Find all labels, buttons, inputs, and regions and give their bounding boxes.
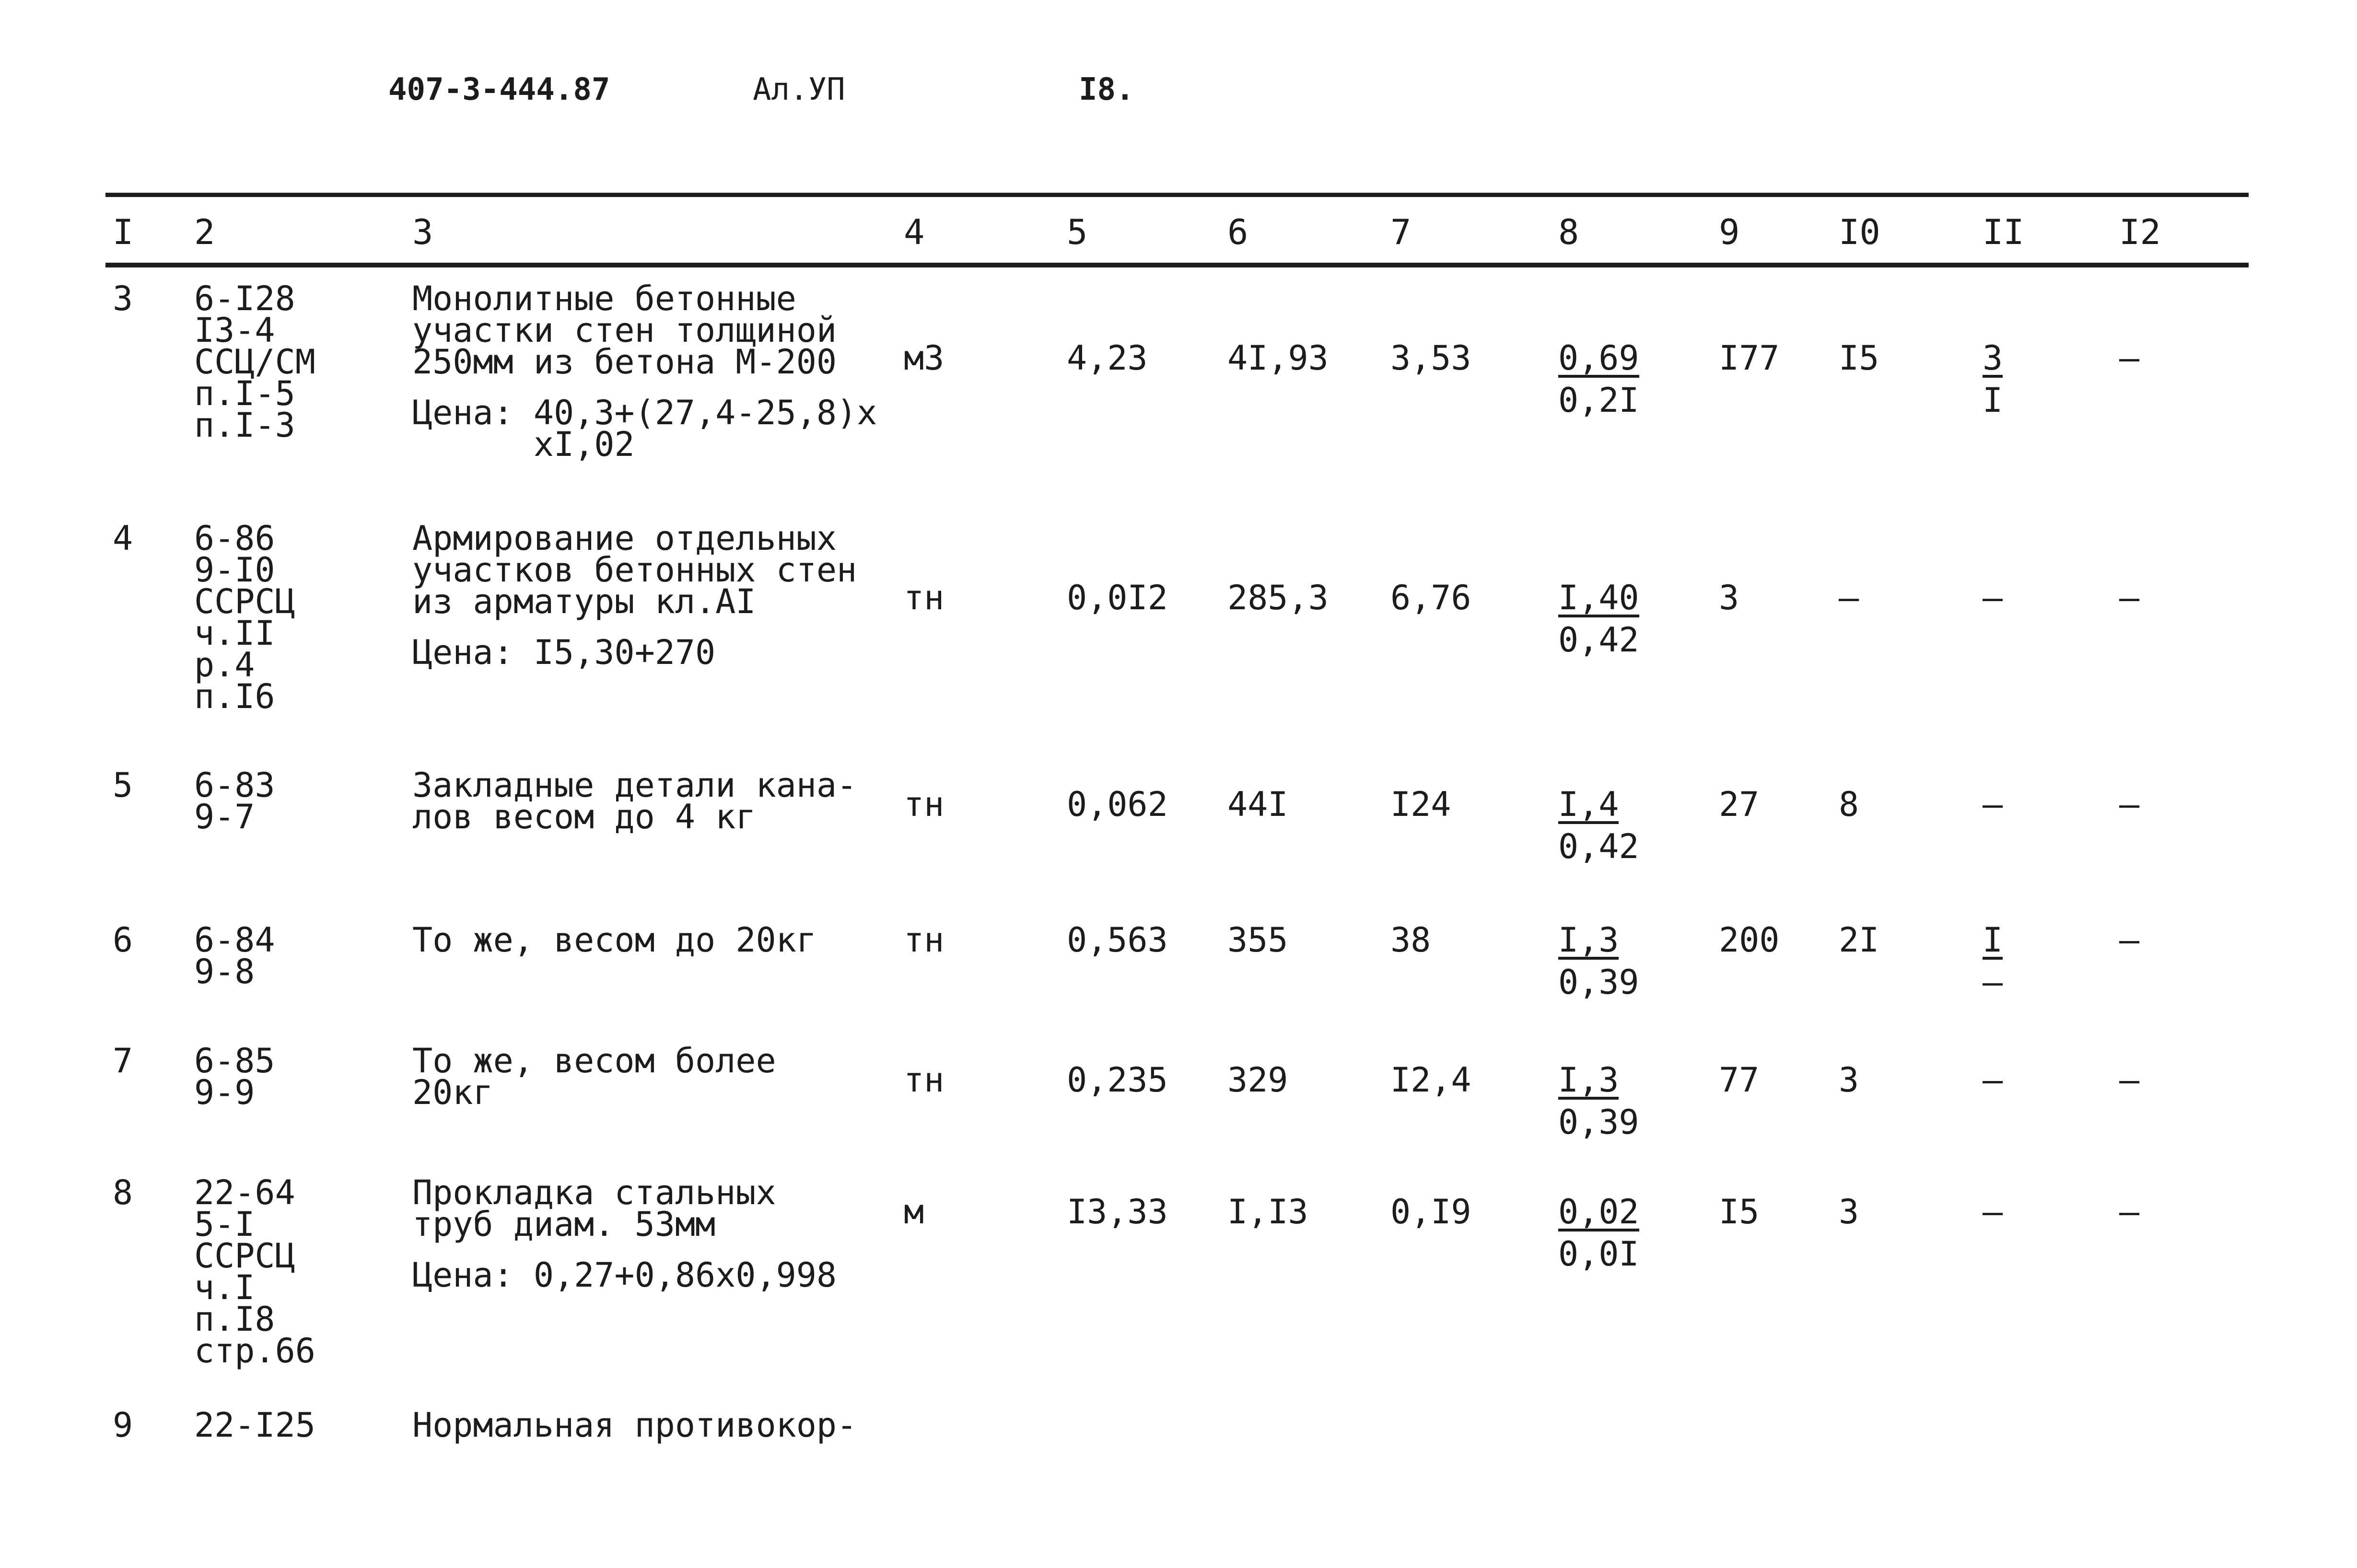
unit-of-measure: м3 [904, 338, 945, 378]
work-description-line: То же, весом более [412, 1041, 776, 1080]
row-number: 4 [113, 519, 133, 558]
unit-of-measure: тн [904, 785, 945, 824]
column-number-1: I [113, 212, 134, 252]
unit-price: I,I3 [1227, 1192, 1308, 1231]
norm-code-line: 22-64 [194, 1173, 295, 1212]
column-9-value: 77 [1719, 1060, 1760, 1100]
norm-code-line: 9-9 [194, 1073, 255, 1112]
work-description-line: 250мм из бетона М-200 [412, 342, 837, 382]
norm-code-line: п.I8 [194, 1300, 275, 1339]
column-number-7: 7 [1390, 212, 1412, 252]
quantity: 0,062 [1067, 785, 1168, 824]
row-number: 5 [113, 766, 133, 805]
coefficient-bottom: 0,2I [1558, 381, 1639, 420]
column-11-bottom: – [1983, 963, 2003, 1002]
work-description-line: труб диам. 53мм [412, 1205, 716, 1244]
norm-code-line: 5-I [194, 1205, 255, 1244]
work-description-line: Нормальная противокор- [412, 1405, 857, 1445]
coefficient-bottom: 0,0I [1558, 1234, 1639, 1274]
quantity: 4,23 [1067, 338, 1148, 378]
norm-code-line: ч.II [194, 614, 275, 653]
column-12-value: – [2119, 578, 2140, 617]
labor-cost: 0,I9 [1390, 1192, 1471, 1231]
column-number-8: 8 [1558, 212, 1579, 252]
quantity: 0,563 [1067, 920, 1168, 960]
column-number-5: 5 [1067, 212, 1088, 252]
column-12-value: – [2119, 1192, 2140, 1231]
labor-cost: 38 [1390, 920, 1431, 960]
labor-cost: I2,4 [1390, 1060, 1471, 1100]
work-description-line: Прокладка стальных [412, 1173, 776, 1212]
labor-cost: 3,53 [1390, 338, 1471, 378]
column-11-top: – [1983, 578, 2003, 617]
work-description-line: из арматуры кл.АI [412, 582, 756, 621]
price-formula-line: Цена: 40,3+(27,4-25,8)x [412, 393, 877, 432]
album-number: Ал.УП [753, 72, 845, 107]
row-number: 9 [113, 1405, 133, 1445]
norm-code-line: 6-85 [194, 1041, 275, 1080]
column-12-value: – [2119, 338, 2140, 378]
coefficient-top: I,3 [1558, 920, 1619, 960]
unit-of-measure: м [904, 1192, 924, 1231]
table-top-rule [105, 193, 2249, 197]
coefficient-bottom: 0,39 [1558, 1103, 1639, 1142]
column-10-value: I5 [1839, 338, 1879, 378]
column-11-top: – [1983, 785, 2003, 824]
column-10-value: 3 [1839, 1192, 1859, 1231]
column-10-value: 2I [1839, 920, 1879, 960]
quantity: 0,235 [1067, 1060, 1168, 1100]
column-number-3: 3 [412, 212, 433, 252]
norm-code-line: 6-83 [194, 766, 275, 805]
page-number: I8. [1079, 72, 1134, 107]
norm-code-line: ССРСЦ [194, 582, 295, 621]
coefficient-bottom: 0,39 [1558, 963, 1639, 1002]
column-10-value: 8 [1839, 785, 1859, 824]
row-number: 8 [113, 1173, 133, 1212]
column-11-top: 3 [1983, 338, 2003, 378]
labor-cost: I24 [1390, 785, 1451, 824]
norm-code-line: ССЦ/СМ [194, 342, 315, 382]
column-11-bottom: I [1983, 381, 2003, 420]
unit-price: 285,3 [1227, 578, 1329, 617]
norm-code-line: р.4 [194, 645, 255, 685]
work-description-line: участков бетонных стен [412, 550, 857, 590]
unit-price: 4I,93 [1227, 338, 1329, 378]
coefficient-top: I,3 [1558, 1060, 1619, 1100]
column-11-top: – [1983, 1060, 2003, 1100]
norm-code-line: 9-7 [194, 797, 255, 836]
unit-of-measure: тн [904, 920, 945, 960]
coefficient-top: I,40 [1558, 578, 1639, 617]
work-description-line: Монолитные бетонные [412, 279, 796, 318]
norm-code-line: 9-8 [194, 952, 255, 991]
coefficient-top: 0,69 [1558, 338, 1639, 378]
column-9-value: 200 [1719, 920, 1780, 960]
work-description-line: Закладные детали кана- [412, 766, 857, 805]
norm-code-line: п.I6 [194, 677, 275, 716]
row-number: 6 [113, 920, 133, 960]
column-11-top: I [1983, 920, 2003, 960]
row-number: 7 [113, 1041, 133, 1080]
column-number-11: II [1983, 212, 2024, 252]
norm-code-line: ССРСЦ [194, 1236, 295, 1276]
header-bottom-rule [105, 263, 2249, 267]
row-number: 3 [113, 279, 133, 318]
unit-of-measure: тн [904, 578, 945, 617]
norm-code-line: 9-I0 [194, 550, 275, 590]
quantity: 0,0I2 [1067, 578, 1168, 617]
norm-code-line: ч.I [194, 1268, 255, 1307]
coefficient-bottom: 0,42 [1558, 620, 1639, 660]
column-11-top: – [1983, 1192, 2003, 1231]
column-10-value: – [1839, 578, 1859, 617]
norm-code-line: п.I-5 [194, 374, 295, 413]
column-number-9: 9 [1719, 212, 1740, 252]
work-description-line: лов весом до 4 кг [412, 797, 756, 836]
price-formula-line: Цена: I5,30+270 [412, 633, 716, 672]
column-number-6: 6 [1227, 212, 1249, 252]
unit-price: 329 [1227, 1060, 1288, 1100]
column-number-2: 2 [194, 212, 215, 252]
price-formula-line: Цена: 0,27+0,86x0,998 [412, 1255, 837, 1295]
column-12-value: – [2119, 1060, 2140, 1100]
norm-code-line: 6-I28 [194, 279, 295, 318]
unit-price: 355 [1227, 920, 1288, 960]
coefficient-top: I,4 [1558, 785, 1619, 824]
price-formula-line: xI,02 [412, 425, 635, 464]
unit-of-measure: тн [904, 1060, 945, 1100]
column-12-value: – [2119, 785, 2140, 824]
page-header [388, 72, 1134, 107]
column-12-value: – [2119, 920, 2140, 960]
column-9-value: I5 [1719, 1192, 1760, 1231]
column-9-value: 3 [1719, 578, 1739, 617]
work-description-line: участки стен толщиной [412, 311, 837, 350]
norm-code-line: п.I-3 [194, 406, 295, 445]
work-description-line: То же, весом до 20кг [412, 920, 817, 960]
norm-code-line: 6-86 [194, 519, 275, 558]
unit-price: 44I [1227, 785, 1288, 824]
column-9-value: 27 [1719, 785, 1760, 824]
column-10-value: 3 [1839, 1060, 1859, 1100]
coefficient-top: 0,02 [1558, 1192, 1639, 1231]
norm-code-line: I3-4 [194, 311, 275, 350]
column-number-12: I2 [2119, 212, 2161, 252]
quantity: I3,33 [1067, 1192, 1168, 1231]
document-number: 407-3-444.87 [388, 72, 610, 107]
column-number-4: 4 [904, 212, 925, 252]
labor-cost: 6,76 [1390, 578, 1471, 617]
norm-code-line: стр.66 [194, 1331, 315, 1371]
column-9-value: I77 [1719, 338, 1780, 378]
norm-code-line: 22-I25 [194, 1405, 315, 1445]
column-number-10: I0 [1839, 212, 1880, 252]
norm-code-line: 6-84 [194, 920, 275, 960]
work-description-line: Армирование отдельных [412, 519, 837, 558]
work-description-line: 20кг [412, 1073, 493, 1112]
coefficient-bottom: 0,42 [1558, 827, 1639, 866]
